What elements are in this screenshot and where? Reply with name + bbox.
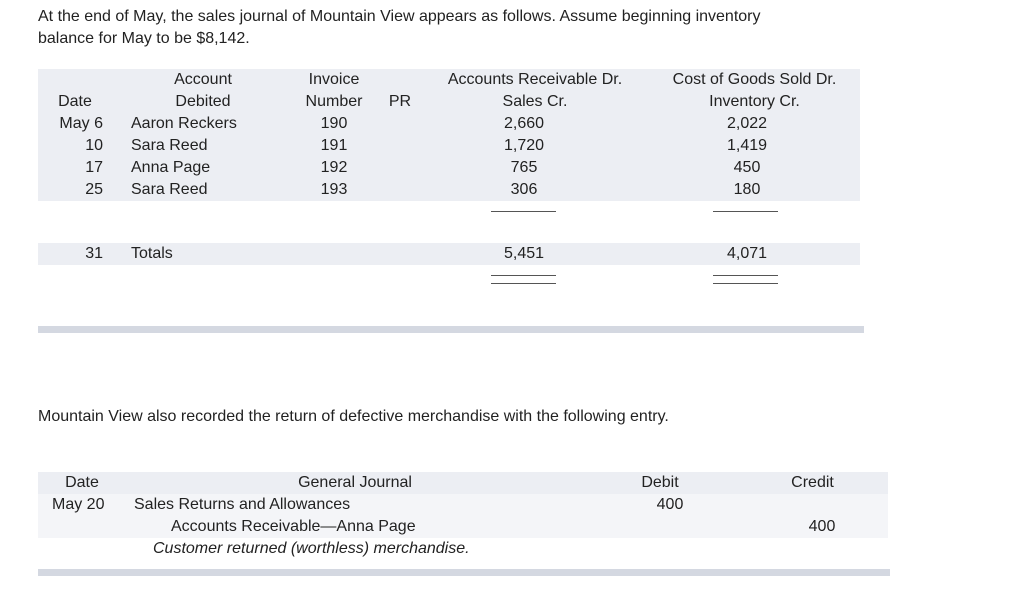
header-invoice-line2: Number [305, 93, 363, 110]
row-ar-amount: 306 [510, 181, 538, 198]
row-invoice: 190 [320, 115, 348, 132]
row-cogs-amount: 180 [733, 181, 761, 198]
return-statement: Mountain View also recorded the return of defective merchandise with the following entry. [38, 408, 669, 425]
row-account: Anna Page [131, 159, 211, 176]
gj-debit-account: Sales Returns and Allowances [134, 496, 351, 513]
ar-total-double-rule-bottom [491, 283, 556, 284]
header-invoice-line1: Invoice [308, 71, 360, 88]
row-ar-amount: 765 [510, 159, 538, 176]
gj-header-credit: Credit [791, 474, 834, 491]
row-invoice: 192 [320, 159, 348, 176]
header-account-line2: Debited [175, 93, 231, 110]
section-separator [38, 326, 864, 333]
header-cogs-line1: Cost of Goods Sold Dr. [672, 71, 837, 88]
gj-entry-date: May 20 [52, 496, 105, 513]
intro-line-2: balance for May to be $8,142. [38, 30, 250, 47]
header-pr: PR [388, 93, 412, 110]
row-date: 17 [85, 159, 103, 176]
totals-ar-amount: 5,451 [503, 245, 545, 262]
cogs-subtotal-rule [713, 211, 778, 212]
ar-subtotal-rule [491, 211, 556, 212]
gj-credit-account: Accounts Receivable—Anna Page [171, 518, 416, 535]
row-account: Aaron Reckers [131, 115, 237, 132]
row-invoice: 191 [320, 137, 348, 154]
header-cogs-line2: Inventory Cr. [709, 93, 800, 110]
ar-total-double-rule-top [491, 275, 556, 276]
header-account-line1: Account [174, 71, 232, 88]
general-journal-header-band [38, 472, 888, 494]
gj-debit-amount: 400 [656, 496, 684, 513]
row-ar-amount: 1,720 [503, 137, 545, 154]
row-cogs-amount: 2,022 [726, 115, 768, 132]
header-date: Date [58, 93, 92, 110]
row-account: Sara Reed [131, 181, 208, 198]
row-date: May 6 [59, 115, 103, 132]
totals-date: 31 [85, 245, 103, 262]
problem-statement [38, 6, 938, 50]
row-ar-amount: 2,660 [503, 115, 545, 132]
gj-explanation: Customer returned (worthless) merchandise. [153, 540, 470, 557]
totals-label: Totals [131, 245, 173, 262]
totals-cogs-amount: 4,071 [726, 245, 768, 262]
intro-line-1: At the end of May, the sales journal of Mountain View appears as follows. Assume beginning inventory [38, 8, 761, 25]
header-ar-line2: Sales Cr. [502, 93, 568, 110]
cogs-total-double-rule-bottom [713, 283, 778, 284]
row-date: 10 [85, 137, 103, 154]
header-ar-line1: Accounts Receivable Dr. [447, 71, 623, 88]
bottom-separator [38, 569, 890, 576]
gj-header-title: General Journal [298, 474, 412, 491]
gj-header-debit: Debit [641, 474, 679, 491]
row-invoice: 193 [320, 181, 348, 198]
gj-header-date: Date [65, 474, 99, 491]
row-cogs-amount: 1,419 [726, 137, 768, 154]
gj-credit-amount: 400 [808, 518, 836, 535]
row-date: 25 [85, 181, 103, 198]
row-account: Sara Reed [131, 137, 208, 154]
cogs-total-double-rule-top [713, 275, 778, 276]
row-cogs-amount: 450 [733, 159, 761, 176]
